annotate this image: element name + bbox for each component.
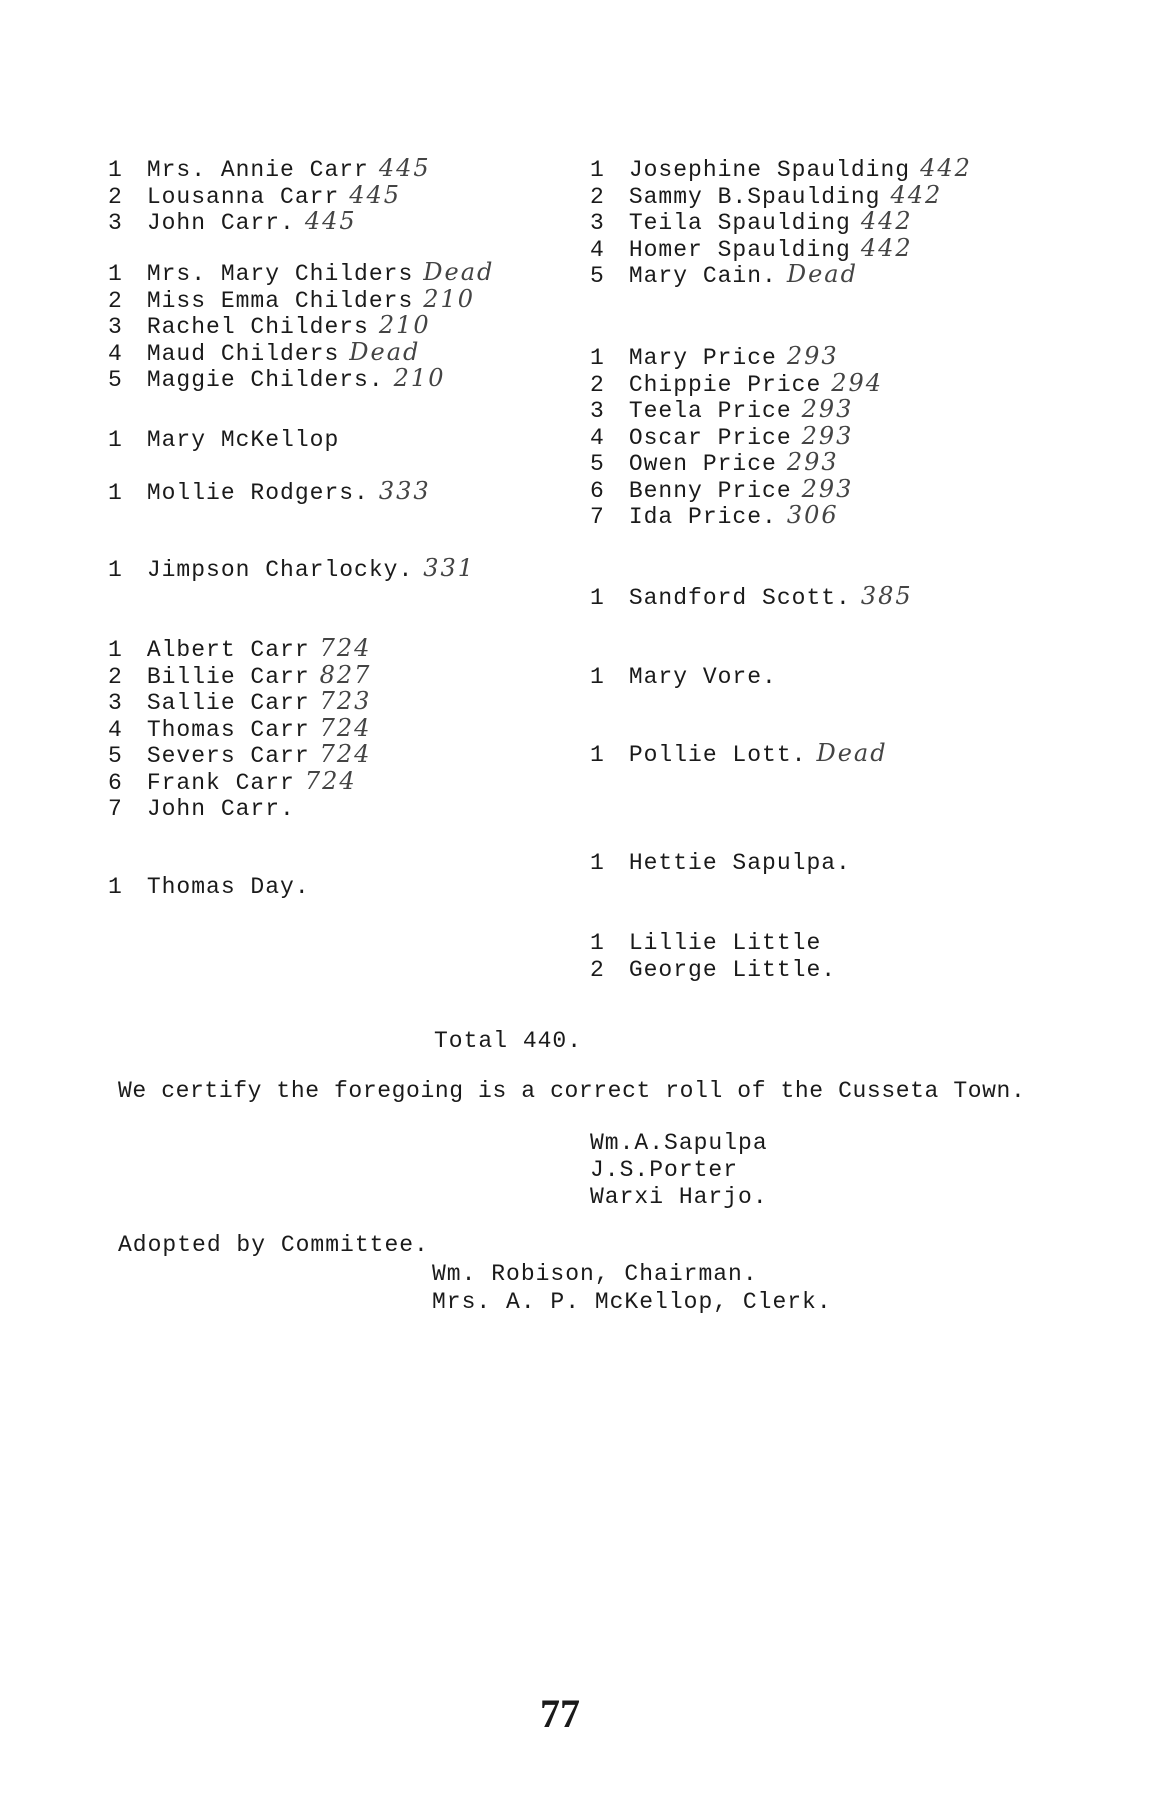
handwritten-note: 306 [786, 501, 839, 529]
roll-entry: 3 Teila Spaulding 442 [590, 207, 913, 236]
handwritten-note: Dead [816, 739, 888, 767]
roll-entry: 2 Lousanna Carr 445 [108, 180, 402, 210]
roll-entry: 4 Thomas Carr 724 [108, 713, 372, 743]
handwritten-note: 293 [786, 342, 839, 370]
roll-entry: 7 John Carr. [108, 796, 295, 822]
handwritten-note: Dead [423, 258, 495, 286]
handwritten-note: 331 [423, 554, 476, 582]
handwritten-note: 293 [801, 395, 854, 423]
family-group [108, 872, 320, 899]
handwritten-note: 724 [319, 713, 372, 742]
roll-entry: 1 Lillie Little [590, 930, 822, 956]
handwritten-note: 442 [920, 154, 972, 182]
certification-statement: We certify the foregoing is a correct roll of the Cusseta Town. [118, 1078, 1026, 1104]
roll-entry: 3 Rachel Childers 210 [108, 311, 431, 340]
handwritten-note: 827 [319, 660, 372, 689]
roll-entry: 4 Homer Spaulding 442 [590, 233, 913, 263]
handwritten-note: 210 [378, 311, 431, 339]
roll-entry: 1 Pollie Lott. Dead [590, 739, 888, 768]
handwritten-note: 210 [423, 284, 476, 313]
family-group [590, 662, 787, 689]
roll-entry: 2 Sammy B.Spaulding 442 [590, 180, 943, 210]
roll-entry: 1 Hettie Sapulpa. [590, 850, 851, 876]
adopted-label: Adopted by Committee. [118, 1232, 429, 1258]
roll-entry: 5 Mary Cain. Dead [590, 260, 858, 289]
clerk-signature: Mrs. A. P. McKellop, Clerk. [432, 1289, 832, 1315]
roll-entry: 4 Oscar Price 293 [590, 421, 854, 451]
roll-entry: 3 Sallie Carr 723 [108, 687, 372, 716]
family-group [108, 425, 349, 452]
roll-entry: 1 Mrs. Mary Childers Dead [108, 258, 495, 287]
roll-entry: 1 Josephine Spaulding 442 [590, 154, 972, 183]
handwritten-note: 723 [319, 687, 372, 715]
roll-entry: 1 Thomas Day. [108, 874, 310, 900]
handwritten-note: 385 [860, 582, 913, 610]
roll-entry: 2 Billie Carr 827 [108, 660, 372, 690]
handwritten-note: 293 [786, 448, 839, 476]
roll-entry: 7 Ida Price. 306 [590, 501, 839, 530]
roll-entry: 5 Severs Carr 724 [108, 740, 372, 769]
roll-entry: 3 John Carr. 445 [108, 207, 357, 236]
roll-total: Total 440. [434, 1028, 583, 1054]
family-group [590, 928, 846, 981]
roll-entry: 5 Owen Price 293 [590, 448, 839, 477]
handwritten-note: 445 [304, 207, 357, 235]
handwritten-note: 724 [319, 634, 372, 662]
roll-entry: 1 Sandford Scott. 385 [590, 582, 913, 611]
family-group [590, 583, 913, 610]
roll-entry: 2 Miss Emma Childers 210 [108, 284, 476, 314]
roll-entry: 1 Mary Vore. [590, 664, 777, 690]
roll-entry: 1 Albert Carr 724 [108, 634, 372, 663]
handwritten-note: 724 [319, 740, 372, 768]
family-group [108, 155, 431, 235]
family-group [590, 740, 888, 767]
roll-entry: 1 Mary McKellop [108, 427, 340, 453]
page-number: 77 [540, 1691, 580, 1736]
family-group [108, 635, 371, 821]
roll-entry: 5 Maggie Childers. 210 [108, 364, 446, 393]
roll-entry: 1 Mollie Rodgers. 333 [108, 477, 431, 506]
family-group [108, 555, 475, 582]
handwritten-note: 210 [393, 364, 446, 392]
signer-name: J.S.Porter [590, 1157, 739, 1183]
roll-entry: 2 Chippie Price 294 [590, 368, 884, 398]
handwritten-note: 445 [349, 180, 402, 209]
roll-entry: 1 Mary Price 293 [590, 342, 839, 371]
family-group [590, 155, 972, 288]
roll-entry: 1 Jimpson Charlocky. 331 [108, 554, 476, 583]
handwritten-note: 445 [378, 154, 431, 182]
roll-entry: 2 George Little. [590, 956, 837, 983]
family-group [108, 478, 431, 505]
handwritten-note: 293 [801, 421, 854, 450]
handwritten-note: Dead [349, 337, 421, 366]
family-group [590, 848, 861, 875]
signer-name: Wm.A.Sapulpa [590, 1130, 768, 1156]
handwritten-note: 333 [378, 477, 431, 505]
family-group [590, 343, 883, 529]
handwritten-note: 724 [304, 766, 357, 795]
handwritten-note: 294 [831, 368, 884, 397]
handwritten-note: 442 [860, 233, 913, 262]
roll-entry: 4 Maud Childers Dead [108, 337, 421, 367]
family-group [108, 259, 494, 392]
committee-signatures [432, 1260, 832, 1316]
handwritten-note: 293 [801, 474, 854, 503]
handwritten-note: Dead [786, 260, 858, 288]
roll-entry: 6 Frank Carr 724 [108, 766, 357, 796]
chairman-signature: Wm. Robison, Chairman. [432, 1261, 758, 1287]
signer-name: Warxi Harjo. [590, 1184, 768, 1210]
signers-block [590, 1130, 768, 1211]
roll-entry: 6 Benny Price 293 [590, 474, 854, 504]
roll-entry: 3 Teela Price 293 [590, 395, 854, 424]
roll-entry: 1 Mrs. Annie Carr 445 [108, 154, 431, 183]
handwritten-note: 442 [890, 180, 943, 209]
handwritten-note: 442 [860, 207, 913, 235]
